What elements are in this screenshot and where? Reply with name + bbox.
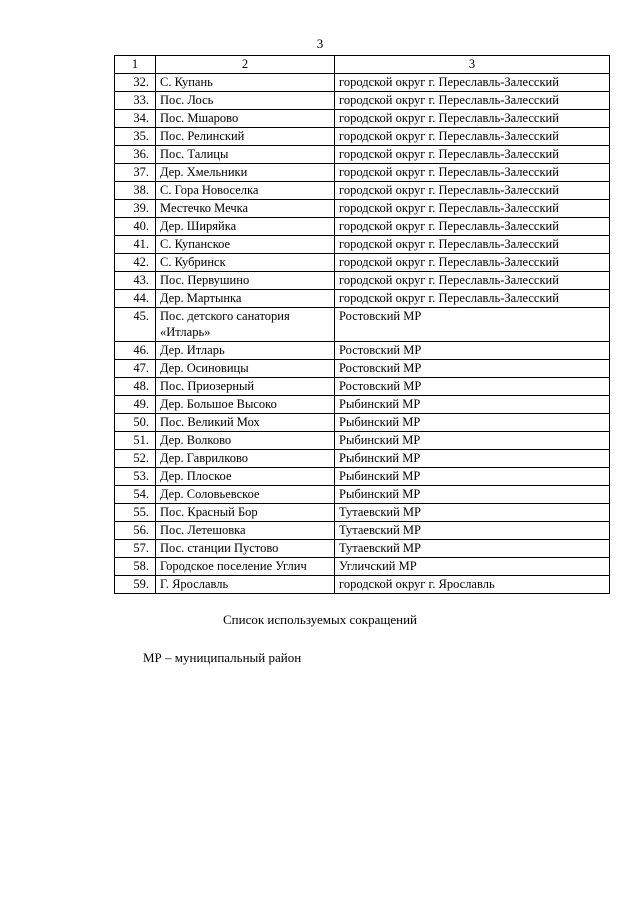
settlement-name: Дер. Ширяйка [156,218,335,236]
municipality-name: городской округ г. Переславль-Залесский [335,110,610,128]
table-row [115,164,610,182]
table-row [115,558,610,576]
row-number: 51. [115,432,156,450]
row-number: 35. [115,128,156,146]
settlement-name: Дер. Хмельники [156,164,335,182]
settlement-name: Дер. Гаврилково [156,450,335,468]
municipality-name: Тутаевский МР [335,522,610,540]
table-row [115,182,610,200]
row-number: 38. [115,182,156,200]
table-row [115,92,610,110]
municipality-name: Рыбинский МР [335,396,610,414]
settlement-name: С. Кубринск [156,254,335,272]
settlement-name: Пос. Талицы [156,146,335,164]
table-row [115,146,610,164]
table-row [115,414,610,432]
row-number: 39. [115,200,156,218]
row-number: 41. [115,236,156,254]
table-row [115,74,610,92]
municipality-name: Ростовский МР [335,308,610,342]
municipality-name: городской округ г. Ярославль [335,576,610,594]
municipality-name: городской округ г. Переславль-Залесский [335,290,610,308]
municipality-name: городской округ г. Переславль-Залесский [335,254,610,272]
row-number: 32. [115,74,156,92]
municipality-name: городской округ г. Переславль-Залесский [335,236,610,254]
row-number: 36. [115,146,156,164]
settlement-name: Пос. Великий Мох [156,414,335,432]
settlements-table [114,55,610,594]
municipality-name: городской округ г. Переславль-Залесский [335,218,610,236]
settlement-name: Дер. Волково [156,432,335,450]
table-row [115,128,610,146]
table-row [115,396,610,414]
table-row [115,290,610,308]
settlement-name: Г. Ярославль [156,576,335,594]
row-number: 37. [115,164,156,182]
table-row [115,522,610,540]
table-row [115,110,610,128]
row-number: 48. [115,378,156,396]
settlement-name: Пос. Релинский [156,128,335,146]
settlement-name: С. Купанское [156,236,335,254]
municipality-name: Рыбинский МР [335,468,610,486]
municipality-name: Тутаевский МР [335,540,610,558]
table-row [115,432,610,450]
table-row [115,308,610,342]
municipality-name: Тутаевский МР [335,504,610,522]
municipality-name: городской округ г. Переславль-Залесский [335,146,610,164]
row-number: 53. [115,468,156,486]
settlement-name: Пос. Мшарово [156,110,335,128]
settlement-name: С. Гора Новоселка [156,182,335,200]
municipality-name: Ростовский МР [335,378,610,396]
settlement-name: Пос. Приозерный [156,378,335,396]
settlement-name: Пос. Летешовка [156,522,335,540]
municipality-name: Рыбинский МР [335,486,610,504]
settlement-name: Дер. Соловьевское [156,486,335,504]
row-number: 55. [115,504,156,522]
table-row [115,486,610,504]
row-number: 43. [115,272,156,290]
row-number: 45. [115,308,156,342]
settlement-name: Дер. Итларь [156,342,335,360]
settlement-name: Пос. станции Пустово [156,540,335,558]
table-body [115,74,610,594]
settlement-name: Местечко Мечка [156,200,335,218]
table-row [115,360,610,378]
settlement-name: Дер. Мартынка [156,290,335,308]
settlement-name: Пос. Лось [156,92,335,110]
abbreviations-title: Список используемых сокращений [222,612,418,627]
column-header-2: 2 [156,56,335,74]
municipality-name: городской округ г. Переславль-Залесский [335,200,610,218]
table-row [115,540,610,558]
table-header-row [115,56,610,74]
table-row [115,200,610,218]
row-number: 52. [115,450,156,468]
settlement-name: Пос. Красный Бор [156,504,335,522]
table-row [115,576,610,594]
municipality-name: Рыбинский МР [335,450,610,468]
settlement-name: Дер. Осиновицы [156,360,335,378]
row-number: 44. [115,290,156,308]
table-row [115,504,610,522]
settlement-name: Городское поселение Углич [156,558,335,576]
column-header-3: 3 [335,56,610,74]
page-number: 3 [316,36,324,51]
municipality-name: городской округ г. Переславль-Залесский [335,164,610,182]
row-number: 59. [115,576,156,594]
row-number: 56. [115,522,156,540]
row-number: 49. [115,396,156,414]
table-row [115,468,610,486]
row-number: 42. [115,254,156,272]
municipality-name: городской округ г. Переславль-Залесский [335,182,610,200]
municipality-name: Рыбинский МР [335,432,610,450]
row-number: 54. [115,486,156,504]
row-number: 47. [115,360,156,378]
municipality-name: Ростовский МР [335,342,610,360]
column-header-1: 1 [115,56,156,74]
abbreviation-entry: МР – муниципальный район [143,650,302,665]
municipality-name: Ростовский МР [335,360,610,378]
settlement-name: Пос. Первушино [156,272,335,290]
municipality-name: Рыбинский МР [335,414,610,432]
row-number: 46. [115,342,156,360]
settlement-name: С. Купань [156,74,335,92]
table-row [115,236,610,254]
municipality-name: городской округ г. Переславль-Залесский [335,92,610,110]
table-row [115,450,610,468]
municipality-name: Угличский МР [335,558,610,576]
settlement-name: Дер. Плоское [156,468,335,486]
settlement-name: Пос. детского санатория «Итларь» [156,308,335,342]
table-row [115,272,610,290]
table-row [115,378,610,396]
row-number: 57. [115,540,156,558]
row-number: 33. [115,92,156,110]
table-row [115,254,610,272]
row-number: 58. [115,558,156,576]
row-number: 50. [115,414,156,432]
municipality-name: городской округ г. Переславль-Залесский [335,74,610,92]
row-number: 34. [115,110,156,128]
row-number: 40. [115,218,156,236]
municipality-name: городской округ г. Переславль-Залесский [335,128,610,146]
settlement-name: Дер. Большое Высоко [156,396,335,414]
table-row [115,342,610,360]
table-row [115,218,610,236]
municipality-name: городской округ г. Переславль-Залесский [335,272,610,290]
